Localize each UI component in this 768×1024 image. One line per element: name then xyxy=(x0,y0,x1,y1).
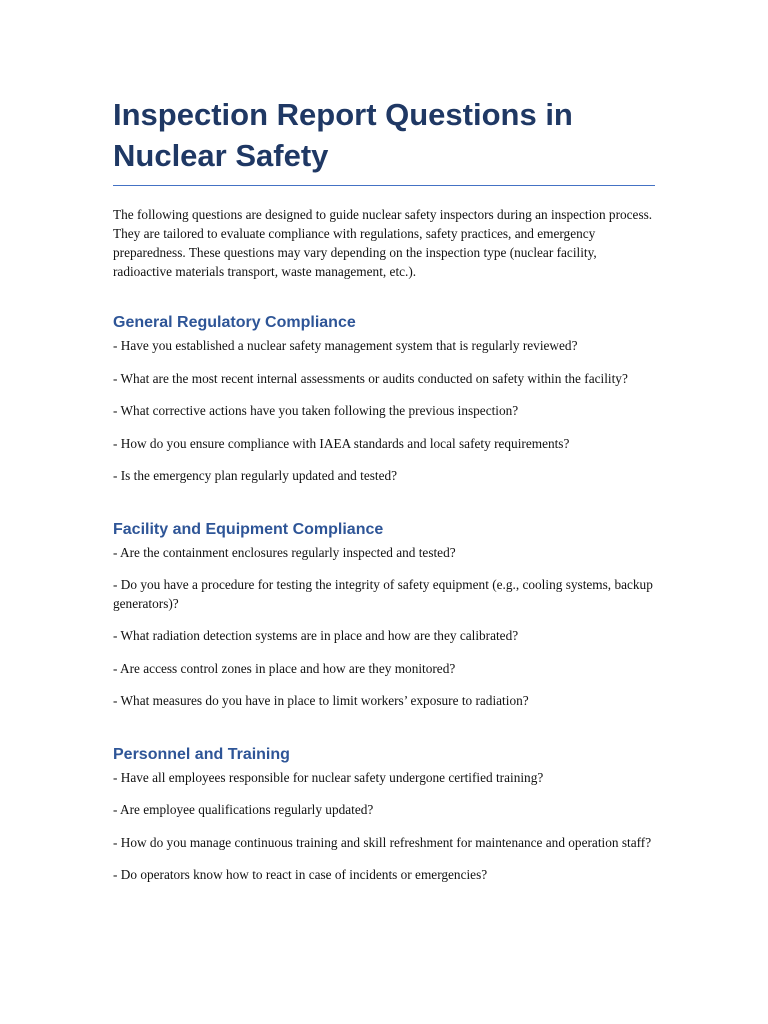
question-item: - Are access control zones in place and how are they monitored? xyxy=(113,660,456,676)
question-item: - Have you established a nuclear safety management system that is regularly reviewed? xyxy=(113,338,578,353)
question-item: - What measures do you have in place to limit workers’ exposure to radiation? xyxy=(113,693,529,708)
section-heading: General Regulatory Compliance xyxy=(113,314,356,331)
intro-paragraph: The following questions are designed to guide nuclear safety inspectors during an inspection process. They are tailored to evaluate compliance with regulations, safety practices, and emergency preparedness. These questions may vary depending on the inspection type (nuclear facility, radioactive materials transport, waste management, etc.). xyxy=(113,207,653,279)
question-item: - How do you ensure compliance with IAEA standards and local safety requirements? xyxy=(113,435,570,451)
section-general-regulatory-compliance xyxy=(113,313,655,486)
page-title: Inspection Report Questions in Nuclear Safety xyxy=(113,94,655,186)
section-heading: Personnel and Training xyxy=(113,745,290,763)
section-personnel-and-training xyxy=(113,745,655,885)
question-list xyxy=(113,337,655,486)
question-item: - Is the emergency plan regularly updated and tested? xyxy=(113,468,398,483)
question-item: - What corrective actions have you taken following the previous inspection? xyxy=(113,403,519,418)
section-facility-and-equipment-compliance xyxy=(113,520,655,711)
question-item: - Have all employees responsible for nuclear safety undergone certified training? xyxy=(113,769,544,785)
section-heading: Facility and Equipment Compliance xyxy=(113,520,384,538)
question-item: - Are the containment enclosures regularly inspected and tested? xyxy=(113,544,456,560)
question-item: - Do operators know how to react in case of incidents or emergencies? xyxy=(113,867,488,882)
question-item: - Are employee qualifications regularly updated? xyxy=(113,802,374,817)
question-item: - What radiation detection systems are in place and how are they calibrated? xyxy=(113,628,519,643)
question-item: - How do you manage continuous training and skill refreshment for maintenance and operation staff? xyxy=(113,834,652,850)
question-list xyxy=(113,544,655,711)
question-item: - Do you have a procedure for testing the integrity of safety equipment (e.g., cooling systems, backup generators)? xyxy=(113,577,653,611)
document-page xyxy=(113,94,655,885)
question-item: - What are the most recent internal assessments or audits conducted on safety within the facility? xyxy=(113,370,628,386)
question-list xyxy=(113,769,655,885)
